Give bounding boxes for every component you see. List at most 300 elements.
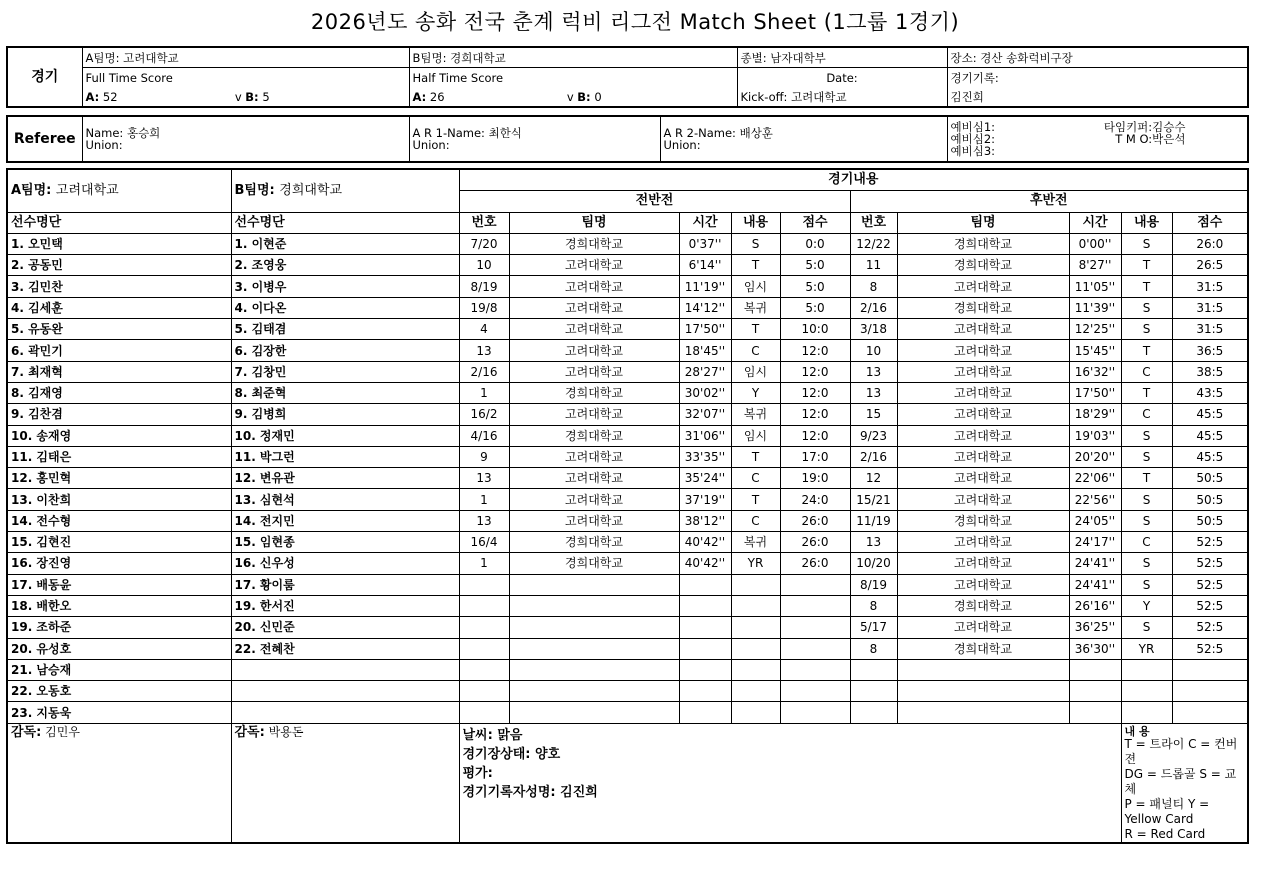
second-event-score: 31:5 bbox=[1172, 276, 1248, 297]
first-event-content: 임시 bbox=[731, 425, 780, 446]
record-writer: 경기기록자성명: 김진희 bbox=[462, 784, 598, 800]
table-row bbox=[7, 681, 1248, 702]
first-event-number: 2/16 bbox=[459, 361, 509, 382]
second-event-score: 52:5 bbox=[1172, 553, 1248, 574]
first-event-number: 10 bbox=[459, 255, 509, 276]
player-a: 20. 유성호 bbox=[7, 638, 231, 659]
first-event-content bbox=[731, 595, 780, 616]
player-b: 11. 박그런 bbox=[231, 446, 459, 467]
second-event-content: S bbox=[1121, 233, 1172, 254]
first-event-time: 6'14'' bbox=[679, 255, 731, 276]
first-event-content: C bbox=[731, 340, 780, 361]
first-event-score bbox=[780, 702, 850, 723]
first-event-time: 40'42'' bbox=[679, 532, 731, 553]
ar2-union: Union: bbox=[663, 138, 701, 152]
first-event-team: 고려대학교 bbox=[509, 468, 679, 489]
full-b-label: B: bbox=[245, 89, 259, 104]
first-event-content bbox=[731, 617, 780, 638]
referee-name-text: Name: 홍승희 bbox=[85, 126, 161, 140]
first-event-score: 24:0 bbox=[780, 489, 850, 510]
table-row bbox=[7, 532, 1248, 553]
player-b: 8. 최준혁 bbox=[231, 382, 459, 403]
first-event-score bbox=[780, 659, 850, 680]
second-event-score: 52:5 bbox=[1172, 595, 1248, 616]
coach-a-name: 김민우 bbox=[41, 724, 80, 739]
first-event-team: 경희대학교 bbox=[509, 553, 679, 574]
second-event-team: 고려대학교 bbox=[897, 382, 1069, 403]
second-event-team: 고려대학교 bbox=[897, 617, 1069, 638]
second-event-number: 5/17 bbox=[850, 617, 897, 638]
col-number: 번호 bbox=[850, 212, 897, 233]
second-event-time bbox=[1069, 702, 1121, 723]
first-event-number bbox=[459, 702, 509, 723]
first-event-team: 고려대학교 bbox=[509, 340, 679, 361]
first-event-number: 13 bbox=[459, 468, 509, 489]
second-event-time: 24'41'' bbox=[1069, 553, 1121, 574]
col-score: 점수 bbox=[780, 212, 850, 233]
second-event-score: 26:5 bbox=[1172, 255, 1248, 276]
referee-label: Referee bbox=[7, 116, 82, 162]
first-event-team: 고려대학교 bbox=[509, 361, 679, 382]
first-event-content bbox=[731, 702, 780, 723]
player-b: 7. 김창민 bbox=[231, 361, 459, 382]
second-event-number: 13 bbox=[850, 382, 897, 403]
second-event-time: 18'29'' bbox=[1069, 404, 1121, 425]
first-event-score: 12:0 bbox=[780, 382, 850, 403]
first-event-team: 고려대학교 bbox=[509, 297, 679, 318]
second-event-time: 11'05'' bbox=[1069, 276, 1121, 297]
half-b-label: B: bbox=[577, 89, 591, 104]
legend-line: P = 패널티 Y = Yellow Card bbox=[1124, 796, 1210, 826]
player-b: 22. 전혜찬 bbox=[231, 638, 459, 659]
first-event-team: 고려대학교 bbox=[509, 255, 679, 276]
first-event-time: 40'42'' bbox=[679, 553, 731, 574]
second-event-content bbox=[1121, 702, 1172, 723]
reserve-3: 예비심3: bbox=[950, 144, 996, 158]
second-event-time: 11'39'' bbox=[1069, 297, 1121, 318]
legend-line: T = 트라이 C = 컨버젼 bbox=[1124, 736, 1238, 766]
first-event-time: 31'06'' bbox=[679, 425, 731, 446]
second-event-team: 고려대학교 bbox=[897, 468, 1069, 489]
col-time: 시간 bbox=[1069, 212, 1121, 233]
team-b-name: B팀명: 경희대학교 bbox=[409, 47, 737, 68]
half-a-label: A: bbox=[412, 89, 427, 104]
first-event-score: 5:0 bbox=[780, 297, 850, 318]
second-event-content: T bbox=[1121, 255, 1172, 276]
team-b-sheet-name: 경희대학교 bbox=[279, 182, 343, 198]
second-event-content: T bbox=[1121, 340, 1172, 361]
player-a: 12. 홍민혁 bbox=[7, 468, 231, 489]
second-event-content bbox=[1121, 659, 1172, 680]
first-event-score: 26:0 bbox=[780, 553, 850, 574]
first-event-team: 고려대학교 bbox=[509, 510, 679, 531]
second-event-time: 16'32'' bbox=[1069, 361, 1121, 382]
second-event-number: 8 bbox=[850, 638, 897, 659]
table-row bbox=[7, 255, 1248, 276]
first-event-team: 경희대학교 bbox=[509, 382, 679, 403]
first-event-score bbox=[780, 595, 850, 616]
second-event-time: 22'06'' bbox=[1069, 468, 1121, 489]
first-event-score: 19:0 bbox=[780, 468, 850, 489]
first-event-team bbox=[509, 702, 679, 723]
second-event-number: 3/18 bbox=[850, 319, 897, 340]
first-event-content: T bbox=[731, 319, 780, 340]
second-event-time: 36'30'' bbox=[1069, 638, 1121, 659]
second-event-team: 고려대학교 bbox=[897, 532, 1069, 553]
second-event-score bbox=[1172, 659, 1248, 680]
first-event-time: 11'19'' bbox=[679, 276, 731, 297]
first-event-content bbox=[731, 574, 780, 595]
player-b: 1. 이현준 bbox=[231, 233, 459, 254]
table-row bbox=[7, 638, 1248, 659]
player-a: 6. 곽민기 bbox=[7, 340, 231, 361]
second-event-number: 10 bbox=[850, 340, 897, 361]
player-a: 3. 김민찬 bbox=[7, 276, 231, 297]
player-a: 2. 공동민 bbox=[7, 255, 231, 276]
first-event-content: 복귀 bbox=[731, 297, 780, 318]
ar2 bbox=[660, 116, 947, 162]
first-event-time bbox=[679, 574, 731, 595]
second-event-score: 38:5 bbox=[1172, 361, 1248, 382]
record-label: 경기기록: bbox=[947, 68, 1248, 88]
first-event-score: 17:0 bbox=[780, 446, 850, 467]
half-b-score: 0 bbox=[590, 89, 602, 104]
second-event-team: 고려대학교 bbox=[897, 276, 1069, 297]
second-event-content: C bbox=[1121, 532, 1172, 553]
col-score: 점수 bbox=[1172, 212, 1248, 233]
first-event-content: 임시 bbox=[731, 361, 780, 382]
second-event-content: S bbox=[1121, 425, 1172, 446]
second-event-team: 고려대학교 bbox=[897, 425, 1069, 446]
content-header: 경기내용 bbox=[459, 169, 1248, 191]
first-event-time: 33'35'' bbox=[679, 446, 731, 467]
player-b: 15. 임현종 bbox=[231, 532, 459, 553]
first-event-number: 16/4 bbox=[459, 532, 509, 553]
second-event-score bbox=[1172, 681, 1248, 702]
first-event-time: 0'37'' bbox=[679, 233, 731, 254]
second-event-score: 52:5 bbox=[1172, 574, 1248, 595]
second-event-score: 31:5 bbox=[1172, 297, 1248, 318]
first-event-team bbox=[509, 659, 679, 680]
first-event-number bbox=[459, 681, 509, 702]
player-b: 16. 신우성 bbox=[231, 553, 459, 574]
table-row bbox=[7, 595, 1248, 616]
player-a: 13. 이찬희 bbox=[7, 489, 231, 510]
page-title: 2026년도 송화 전국 춘계 럭비 리그전 Match Sheet (1그룹 1경기) bbox=[310, 10, 960, 34]
second-event-time: 8'27'' bbox=[1069, 255, 1121, 276]
first-event-time bbox=[679, 638, 731, 659]
table-row bbox=[7, 276, 1248, 297]
second-event-time: 0'00'' bbox=[1069, 233, 1121, 254]
first-event-score: 12:0 bbox=[780, 340, 850, 361]
second-event-team: 경희대학교 bbox=[897, 233, 1069, 254]
first-event-score: 0:0 bbox=[780, 233, 850, 254]
first-event-number: 8/19 bbox=[459, 276, 509, 297]
player-a: 23. 지동욱 bbox=[7, 702, 231, 723]
second-event-content: S bbox=[1121, 489, 1172, 510]
second-event-content: Y bbox=[1121, 595, 1172, 616]
col-content: 내용 bbox=[1121, 212, 1172, 233]
first-event-score bbox=[780, 638, 850, 659]
second-event-team: 고려대학교 bbox=[897, 489, 1069, 510]
second-event-content: S bbox=[1121, 446, 1172, 467]
coach-b-name: 박용돈 bbox=[264, 724, 304, 739]
second-event-team: 경희대학교 bbox=[897, 595, 1069, 616]
player-b bbox=[231, 702, 459, 723]
player-b: 9. 김병희 bbox=[231, 404, 459, 425]
second-event-team: 고려대학교 bbox=[897, 404, 1069, 425]
full-b-score: 5 bbox=[258, 89, 270, 104]
first-event-time: 28'27'' bbox=[679, 361, 731, 382]
match-info-table bbox=[6, 46, 1249, 108]
second-event-team: 고려대학교 bbox=[897, 361, 1069, 382]
second-event-team: 경희대학교 bbox=[897, 510, 1069, 531]
player-a: 10. 송재영 bbox=[7, 425, 231, 446]
player-a: 8. 김재영 bbox=[7, 382, 231, 403]
referee-table bbox=[6, 115, 1249, 163]
first-event-content bbox=[731, 638, 780, 659]
second-event-team bbox=[897, 702, 1069, 723]
first-event-number: 7/20 bbox=[459, 233, 509, 254]
category: 종별: 남자대학부 bbox=[737, 47, 947, 68]
full-time-score bbox=[82, 87, 409, 107]
second-event-team: 고려대학교 bbox=[897, 340, 1069, 361]
date-label: Date: bbox=[737, 68, 947, 88]
table-row bbox=[7, 340, 1248, 361]
second-event-content bbox=[1121, 681, 1172, 702]
first-half-header: 전반전 bbox=[459, 191, 850, 212]
first-event-time: 18'45'' bbox=[679, 340, 731, 361]
player-b bbox=[231, 659, 459, 680]
tmo: T M O:박은석 bbox=[1115, 132, 1186, 146]
col-number: 번호 bbox=[459, 212, 509, 233]
first-event-number: 13 bbox=[459, 340, 509, 361]
player-b: 12. 변유관 bbox=[231, 468, 459, 489]
second-event-time: 36'25'' bbox=[1069, 617, 1121, 638]
second-event-team: 고려대학교 bbox=[897, 553, 1069, 574]
first-event-team bbox=[509, 574, 679, 595]
second-event-content: C bbox=[1121, 361, 1172, 382]
player-b: 19. 한서진 bbox=[231, 595, 459, 616]
first-event-number: 1 bbox=[459, 553, 509, 574]
first-event-score: 12:0 bbox=[780, 425, 850, 446]
team-a-label: A팀명: bbox=[11, 182, 52, 198]
first-event-number bbox=[459, 638, 509, 659]
first-event-score bbox=[780, 574, 850, 595]
players-a-header: 선수명단 bbox=[7, 212, 231, 233]
player-a: 21. 남승재 bbox=[7, 659, 231, 680]
evaluation: 평가: bbox=[462, 765, 493, 781]
first-event-team: 고려대학교 bbox=[509, 404, 679, 425]
half-time-score bbox=[409, 87, 737, 107]
first-event-number: 13 bbox=[459, 510, 509, 531]
referee-union: Union: bbox=[85, 138, 123, 152]
first-event-team bbox=[509, 681, 679, 702]
second-event-number: 2/16 bbox=[850, 297, 897, 318]
first-event-number: 1 bbox=[459, 382, 509, 403]
second-event-time: 20'20'' bbox=[1069, 446, 1121, 467]
first-event-time bbox=[679, 617, 731, 638]
first-event-score: 5:0 bbox=[780, 255, 850, 276]
first-event-content: YR bbox=[731, 553, 780, 574]
second-event-number: 8 bbox=[850, 595, 897, 616]
first-event-score: 10:0 bbox=[780, 319, 850, 340]
player-a: 11. 김태은 bbox=[7, 446, 231, 467]
second-event-score bbox=[1172, 702, 1248, 723]
table-row bbox=[7, 574, 1248, 595]
second-half-header: 후반전 bbox=[850, 191, 1248, 212]
second-event-number: 13 bbox=[850, 361, 897, 382]
first-event-time: 38'12'' bbox=[679, 510, 731, 531]
half-time-label: Half Time Score bbox=[409, 68, 737, 88]
ar2-name: A R 2-Name: 배상훈 bbox=[663, 126, 773, 140]
first-event-number: 9 bbox=[459, 446, 509, 467]
table-row bbox=[7, 233, 1248, 254]
second-event-content: T bbox=[1121, 276, 1172, 297]
team-a-header bbox=[7, 169, 231, 212]
second-event-content: S bbox=[1121, 510, 1172, 531]
table-row bbox=[7, 702, 1248, 723]
second-event-number: 11 bbox=[850, 255, 897, 276]
half-a-score: 26 bbox=[426, 89, 445, 104]
col-content: 내용 bbox=[731, 212, 780, 233]
second-event-team bbox=[897, 681, 1069, 702]
weather: 날씨: 맑음 bbox=[462, 727, 523, 743]
players-b-header: 선수명단 bbox=[231, 212, 459, 233]
player-b: 13. 심현석 bbox=[231, 489, 459, 510]
col-time: 시간 bbox=[679, 212, 731, 233]
referee-name bbox=[82, 116, 409, 162]
coach-a-label: 감독: bbox=[11, 724, 42, 740]
second-event-score: 50:5 bbox=[1172, 510, 1248, 531]
first-event-team bbox=[509, 638, 679, 659]
table-row bbox=[7, 446, 1248, 467]
first-event-number bbox=[459, 595, 509, 616]
second-event-number bbox=[850, 659, 897, 680]
first-event-number bbox=[459, 617, 509, 638]
player-b bbox=[231, 681, 459, 702]
first-event-content: T bbox=[731, 446, 780, 467]
first-event-time bbox=[679, 681, 731, 702]
second-event-team: 고려대학교 bbox=[897, 574, 1069, 595]
first-event-score: 12:0 bbox=[780, 404, 850, 425]
first-event-team: 고려대학교 bbox=[509, 276, 679, 297]
second-event-time: 24'05'' bbox=[1069, 510, 1121, 531]
player-a: 7. 최재혁 bbox=[7, 361, 231, 382]
second-event-time: 22'56'' bbox=[1069, 489, 1121, 510]
first-event-number: 1 bbox=[459, 489, 509, 510]
table-row bbox=[7, 659, 1248, 680]
second-event-score: 52:5 bbox=[1172, 638, 1248, 659]
first-event-team bbox=[509, 617, 679, 638]
first-event-content bbox=[731, 659, 780, 680]
legend-line: DG = 드롭골 S = 교체 bbox=[1124, 766, 1237, 796]
player-a: 18. 배한오 bbox=[7, 595, 231, 616]
second-event-number: 8/19 bbox=[850, 574, 897, 595]
full-v: v bbox=[234, 89, 242, 104]
first-event-team bbox=[509, 595, 679, 616]
second-event-time: 12'25'' bbox=[1069, 319, 1121, 340]
first-event-content: 복귀 bbox=[731, 532, 780, 553]
second-event-score: 26:0 bbox=[1172, 233, 1248, 254]
second-event-team bbox=[897, 659, 1069, 680]
legend-title: 내 용 bbox=[1124, 724, 1150, 738]
second-event-score: 50:5 bbox=[1172, 489, 1248, 510]
second-event-team: 고려대학교 bbox=[897, 319, 1069, 340]
first-event-content: 복귀 bbox=[731, 404, 780, 425]
second-event-number bbox=[850, 702, 897, 723]
second-event-time: 15'45'' bbox=[1069, 340, 1121, 361]
second-event-time: 17'50'' bbox=[1069, 382, 1121, 403]
coach-b-label: 감독: bbox=[234, 724, 265, 740]
first-event-number: 4/16 bbox=[459, 425, 509, 446]
second-event-number: 9/23 bbox=[850, 425, 897, 446]
first-event-team: 고려대학교 bbox=[509, 489, 679, 510]
coach-a bbox=[7, 723, 231, 843]
second-event-content: C bbox=[1121, 404, 1172, 425]
second-event-score: 36:5 bbox=[1172, 340, 1248, 361]
first-event-content: Y bbox=[731, 382, 780, 403]
col-team: 팀명 bbox=[509, 212, 679, 233]
second-event-score: 45:5 bbox=[1172, 425, 1248, 446]
second-event-time: 26'16'' bbox=[1069, 595, 1121, 616]
second-event-number: 8 bbox=[850, 276, 897, 297]
second-event-content: S bbox=[1121, 617, 1172, 638]
game-label: 경기 bbox=[7, 47, 82, 107]
team-a-name: A팀명: 고려대학교 bbox=[82, 47, 409, 68]
ar1-name: A R 1-Name: 최한식 bbox=[412, 126, 522, 140]
second-event-score: 52:5 bbox=[1172, 532, 1248, 553]
player-a: 1. 오민택 bbox=[7, 233, 231, 254]
player-a: 4. 김세훈 bbox=[7, 297, 231, 318]
timekeeper: 타임키퍼:김승수 bbox=[1103, 120, 1186, 134]
second-event-time bbox=[1069, 659, 1121, 680]
first-event-time: 17'50'' bbox=[679, 319, 731, 340]
second-event-time: 24'17'' bbox=[1069, 532, 1121, 553]
first-event-time bbox=[679, 659, 731, 680]
match-sheet-table bbox=[6, 168, 1249, 844]
first-event-content: 임시 bbox=[731, 276, 780, 297]
first-event-score: 12:0 bbox=[780, 361, 850, 382]
first-event-content: S bbox=[731, 233, 780, 254]
first-event-team: 고려대학교 bbox=[509, 446, 679, 467]
full-time-label: Full Time Score bbox=[82, 68, 409, 88]
second-event-score: 50:5 bbox=[1172, 468, 1248, 489]
second-event-content: S bbox=[1121, 574, 1172, 595]
team-b-label: B팀명: bbox=[234, 182, 275, 198]
first-event-content: T bbox=[731, 255, 780, 276]
player-a: 16. 장진영 bbox=[7, 553, 231, 574]
first-event-time bbox=[679, 702, 731, 723]
first-event-number bbox=[459, 574, 509, 595]
player-b: 6. 김장한 bbox=[231, 340, 459, 361]
table-row bbox=[7, 553, 1248, 574]
second-event-content: T bbox=[1121, 468, 1172, 489]
table-row bbox=[7, 297, 1248, 318]
second-event-content: YR bbox=[1121, 638, 1172, 659]
team-b-header bbox=[231, 169, 459, 212]
table-row bbox=[7, 425, 1248, 446]
first-event-time bbox=[679, 595, 731, 616]
player-b: 20. 신민준 bbox=[231, 617, 459, 638]
table-row bbox=[7, 468, 1248, 489]
first-event-number: 4 bbox=[459, 319, 509, 340]
second-event-number: 11/19 bbox=[850, 510, 897, 531]
legend bbox=[1121, 723, 1248, 843]
player-b: 2. 조영웅 bbox=[231, 255, 459, 276]
player-b: 17. 황이룸 bbox=[231, 574, 459, 595]
second-event-score: 43:5 bbox=[1172, 382, 1248, 403]
